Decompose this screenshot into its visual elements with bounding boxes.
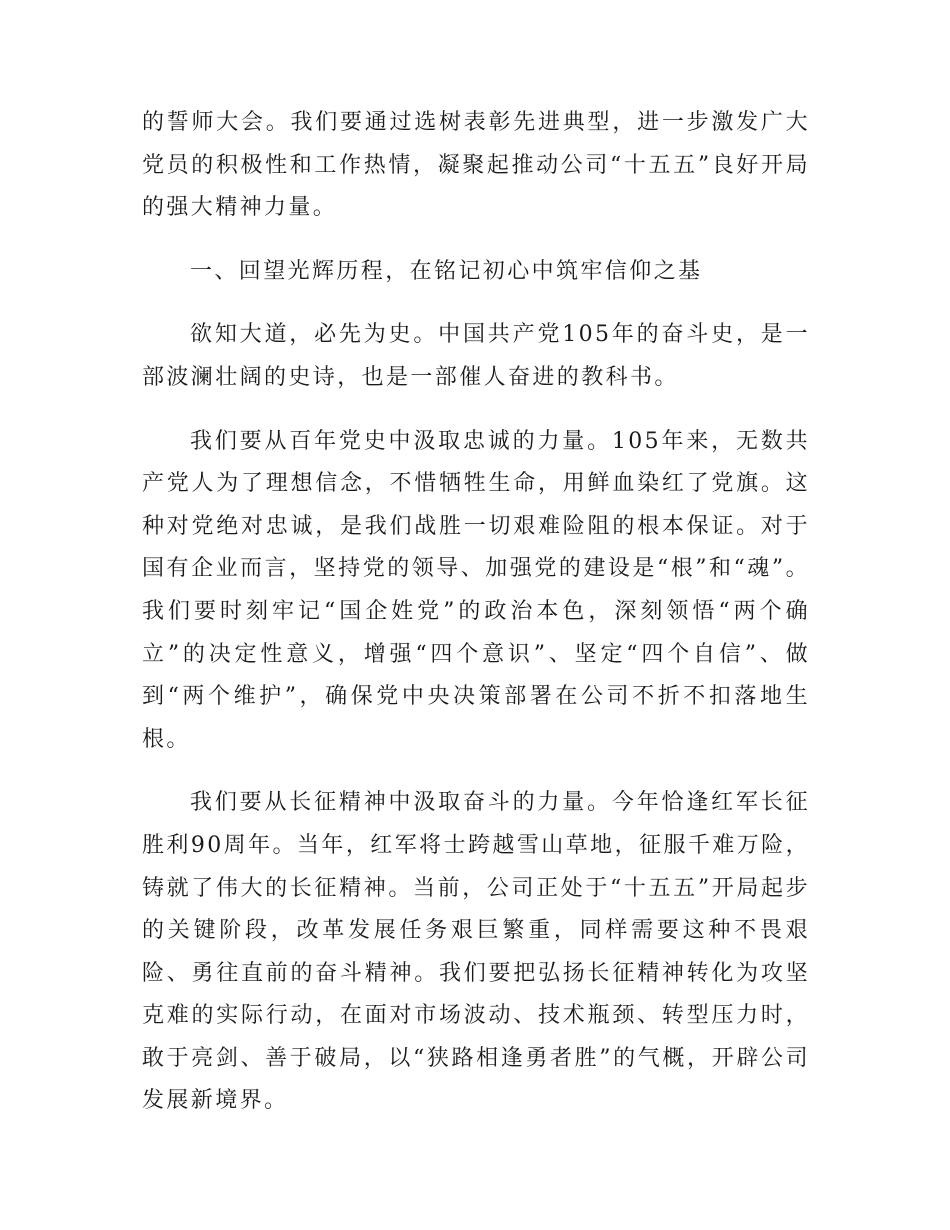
section-heading: 一、回望光辉历程，在铭记初心中筑牢信仰之基 bbox=[190, 258, 703, 284]
paragraph-continuation: 的誓师大会。我们要通过选树表彰先进典型，进一步激发广大党员的积极性和工作热情，凝聚起推动公司“十五五”良好开局的强大精神力量。 bbox=[142, 110, 810, 221]
paragraph-loyalty: 我们要从百年党史中汲取忠诚的力量。105年来，无数共产党人为了理想信念，不惜牺牲生命，用鲜血染红了党旗。这种对党绝对忠诚，是我们战胜一切艰难险阻的根本保证。对于国有企业而言，坚持党的领导、加强党的建设是“根”和“魂”。我们要时刻牢记“国企姓党”的政治本色，深刻领悟“两个确立”的决定性意义，增强“四个意识”、坚定“四个自信”、做到“两个维护”，确保党中央决策部署在公司不折不扣落地生根。 bbox=[142, 428, 810, 752]
paragraph-long-march: 我们要从长征精神中汲取奋斗的力量。今年恰逢红军长征胜利90周年。当年，红军将士跨越雪山草地，征服千难万险，铸就了伟大的长征精神。当前，公司正处于“十五五”开局起步的关键阶段，改革发展任务艰巨繁重，同样需要这种不畏艰险、勇往直前的奋斗精神。我们要把弘扬长征精神转化为攻坚克难的实际行动，在面对市场波动、技术瓶颈、转型压力时，敢于亮剑、善于破局，以“狭路相逢勇者胜”的气概，开辟公司发展新境界。 bbox=[142, 790, 810, 1114]
paragraph-intro: 欲知大道，必先为史。中国共产党105年的奋斗史，是一部波澜壮阔的史诗，也是一部催人奋进的教科书。 bbox=[142, 322, 810, 390]
document-page bbox=[142, 102, 810, 1123]
